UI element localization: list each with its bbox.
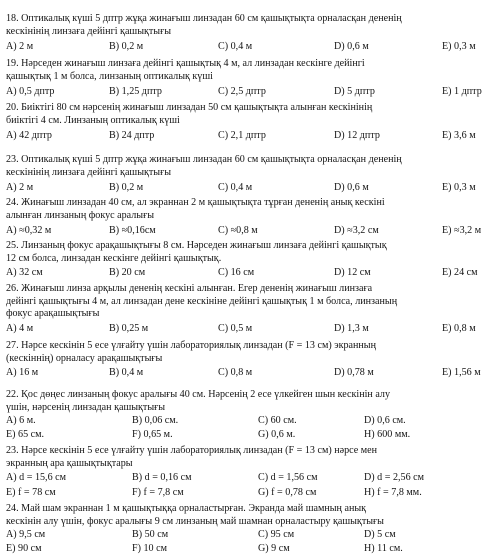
answer-option: D) 12 см [334,267,371,278]
answer-option: A) 9,5 см [6,529,46,540]
answer-option: C) 0,4 м [218,182,253,193]
answer-option: E) 24 см [442,267,478,278]
answer-option: D) d = 2,56 см [364,472,425,483]
question-text-line: 20. Биіктігі 80 см нәрсенің жинағыш линзадан 50 см қашықтықта алынған кескінінің [6,102,373,113]
answer-option: E) 3,6 м [442,130,476,141]
question-text-line: 12 см болса, линзадан кескінге дейінгі қашықтық. [6,252,222,264]
answer-option: E) 90 см [6,543,42,554]
answer-option: D) 0,6 см. [364,415,406,426]
answer-option: E) 0,3 м [442,41,476,52]
answer-option: B) 0,2 м [109,182,144,193]
answer-option: F) f = 7,8 см [132,487,184,498]
question-text-line: 27. Нәрсе кескінін 5 есе үлғайту үшін лабораториялық линзадан (F = 13 см) экранның [6,340,376,351]
answer-option: E) 65 см. [6,429,45,440]
answer-option: A) ≈0,32 м [6,225,52,236]
answer-option: D) 0,6 м [334,41,369,52]
answer-option: E) 1,56 м [442,367,481,378]
answer-option: C) d = 1,56 см [258,472,318,483]
options-row [6,486,496,499]
options-row [6,414,496,427]
answer-option: D) 0,6 м [334,182,369,193]
question-text-line: 24. Жинағыш линзадан 40 см, ал экраннан 2 м қашықтықта тұрған дененің анық кескіні [6,197,385,208]
question-text-line: 18. Оптикалық күші 5 дптр жұқа жинағыш линзадан 60 см қашықтықта орналасқан дененің [6,13,402,24]
answer-option: D) 12 дптр [334,130,380,141]
options-row [6,322,496,335]
answer-option: G) 0,6 м. [258,429,296,440]
answer-option: A) 16 м [6,367,39,378]
question-text-line: кескінін алу үшін, фокус аралығы 9 см линзаның май шамнан орналастыру қашықтығы [6,515,384,527]
answer-option: A) 2 м [6,182,34,193]
question-text-line: кескінінің линзаға дейінгі қашықтығы [6,26,172,38]
question-text-line: дейінгі қашықтығы 4 м, ал линзадан дене кескініне дейінгі қашықтық 1 м болса, линзаның [6,295,398,307]
question-text-line: үшін, нәрсенің линзадан қашықтығы [6,401,166,413]
answer-option: C) 16 см [218,267,255,278]
answer-option: A) 6 м. [6,415,36,426]
answer-option: B) 20 см [109,267,146,278]
answer-option: E) f = 78 см [6,487,56,498]
options-row [6,129,496,142]
answer-option: C) 60 см. [258,415,297,426]
answer-option: E) 0,3 м [442,182,476,193]
answer-option: C) ≈0,8 м [218,225,258,236]
answer-option: E) 0,8 м [442,323,476,334]
answer-option: B) ≈0,16см [109,225,156,236]
question-text-line: кескінінің линзаға дейінгі қашықтығы [6,167,172,179]
question-text-line: 24. Май шам экраннан 1 м қашықтыққа орналастырған. Экранда май шамның анық [6,503,367,514]
question-text-line: қашықтық 1 м болса, линзаның оптикалық күші [6,71,213,83]
answer-option: A) 0,5 дптр [6,86,55,97]
question-text-line: 19. Нәрседен жинағыш линзаға дейінгі қашықтық 4 м, ал линзадан кескінге дейінгі [6,58,365,69]
answer-option: D) ≈3,2 см [334,225,379,236]
answer-option: D) 5 см [364,529,396,540]
answer-option: A) 32 см [6,267,43,278]
options-row [6,224,496,237]
answer-option: C) 95 см [258,529,295,540]
answer-option: B) d = 0,16 см [132,472,192,483]
answer-option: C) 0,5 м [218,323,253,334]
question-text-line: 22. Қос дөңес линзаның фокус аралығы 40 см. Нәрсенің 2 есе үлкейген шын кескінін алу [6,389,391,400]
answer-option: A) 4 м [6,323,34,334]
options-row [6,471,496,484]
answer-option: D) 0,78 м [334,367,374,378]
answer-option: G) f = 0,78 см [258,487,317,498]
answer-option: B) 0,06 см. [132,415,179,426]
answer-option: H) f = 7,8 мм. [364,487,422,498]
options-row [6,428,496,441]
answer-option: D) 1,3 м [334,323,369,334]
question-text-line: 26. Жинағыш линза арқылы дененің кескіні алынған. Егер дененің жинағыш линзаға [6,283,373,294]
options-row [6,366,496,379]
answer-option: C) 2,5 дптр [218,86,266,97]
answer-option: C) 2,1 дптр [218,130,266,141]
answer-option: B) 0,4 м [109,367,144,378]
answer-option: E) 1 дптр [442,86,482,97]
answer-option: C) 0,4 м [218,41,253,52]
answer-option: H) 600 мм. [364,429,411,440]
options-row [6,40,496,53]
answer-option: G) 9 см [258,543,290,554]
question-text-line: 23. Оптикалық күші 5 дптр жұқа жинағыш линзадан 60 см қашықтықта орналасқан дененің [6,154,402,165]
answer-option: A) d = 15,6 см [6,472,67,483]
answer-option: B) 1,25 дптр [109,86,162,97]
answer-option: A) 42 дптр [6,130,52,141]
answer-option: B) 24 дптр [109,130,155,141]
answer-option: B) 0,2 м [109,41,144,52]
options-row [6,266,496,279]
options-row [6,542,496,555]
question-text-line: 25. Линзаның фокус арақашықтығы 8 см. Нәрседен жинағыш линзаға дейінгі қашықтық [6,240,387,251]
question-text-line: (кескіннің) орналасу арақашықтығы [6,352,163,364]
answer-option: B) 50 см [132,529,169,540]
options-row [6,528,496,541]
answer-option: D) 5 дптр [334,86,375,97]
answer-option: F) 10 см [132,543,167,554]
options-row [6,85,496,98]
question-text-line: биіктігі 4 см. Линзаның оптикалық күші [6,115,180,127]
question-text-line: 23. Нәрсе кескінін 5 есе үлғайту үшін лабораториялық линзадан (F = 13 см) нәрсе мен [6,445,378,456]
answer-option: B) 0,25 м [109,323,149,334]
answer-option: H) 11 см. [364,543,403,554]
answer-option: A) 2 м [6,41,34,52]
question-text-line: алынған линзаның фокус аралығы [6,210,154,222]
question-text-line: фокус арақашықтығы [6,308,100,319]
answer-option: E) ≈3,2 м [442,225,482,236]
answer-option: C) 0,8 м [218,367,253,378]
answer-option: F) 0,65 м. [132,429,173,440]
question-text-line: экранның ара қашықтықтары [6,457,133,469]
options-row [6,181,496,194]
